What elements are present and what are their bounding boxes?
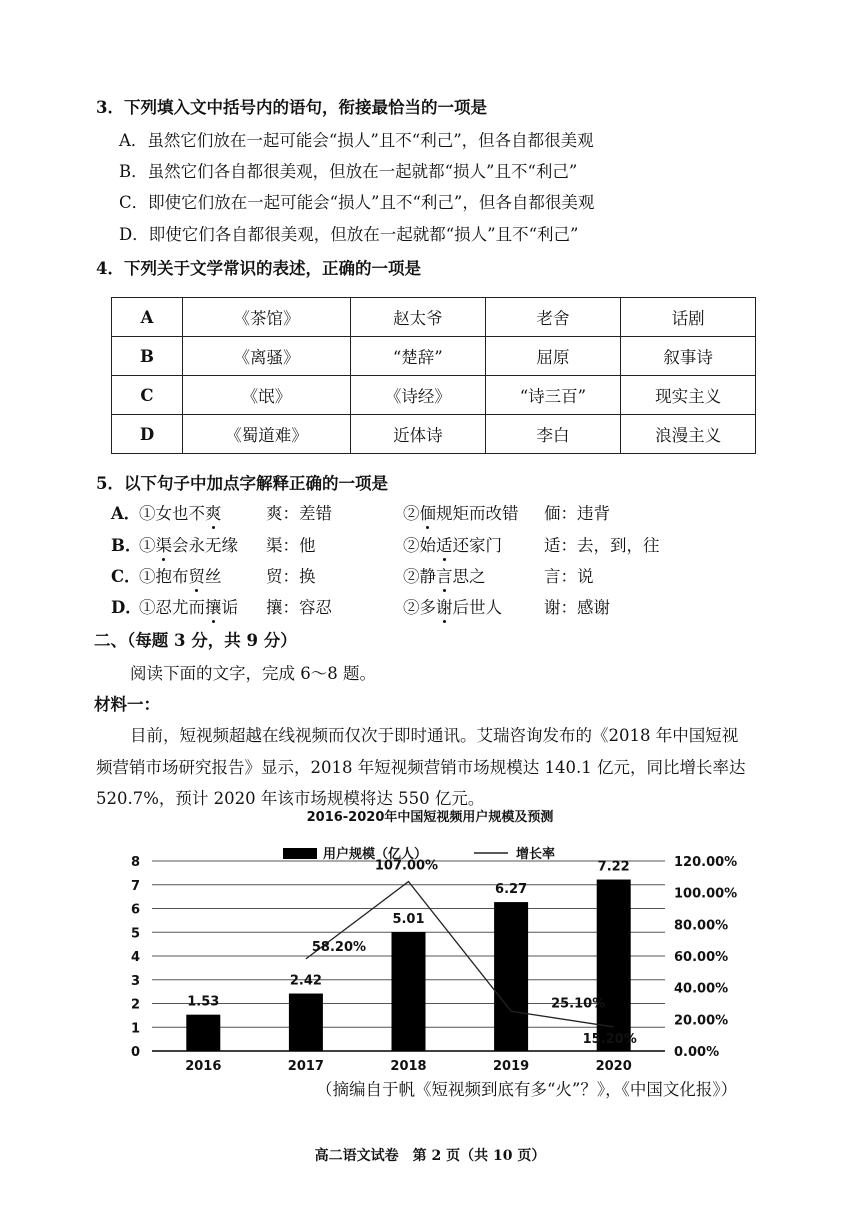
section-heading: 二、（每题 3 分，共 9 分） <box>94 631 297 650</box>
y-right-tick-label: 60.00% <box>674 950 729 965</box>
y-right-tick-label: 0.00% <box>674 1045 720 1060</box>
question-5-stem: 5．以下句子中加点字解释正确的一项是 <box>96 474 388 493</box>
bar <box>494 902 528 1051</box>
legend-label: 增长率 <box>516 847 556 862</box>
y-left-tick-label: 1 <box>131 1021 141 1037</box>
page-footer: 高二语文试卷 第 2 页（共 10 页） <box>314 1148 546 1164</box>
x-tick-label: 2016 <box>185 1059 222 1074</box>
table-cell: C <box>112 376 183 415</box>
question-3-option-d: D．即使它们各自都很美观，但放在一起就都“损人”且不“利己” <box>119 225 579 244</box>
table-cell: 《诗经》 <box>350 376 485 415</box>
explanation-1: 渠：他 <box>266 536 316 555</box>
bar <box>289 994 323 1051</box>
table-cell: 赵太爷 <box>350 298 485 337</box>
line-data-label: 25.10% <box>551 996 606 1012</box>
explanation-2: 偭：违背 <box>544 504 610 523</box>
y-left-tick-label: 6 <box>131 902 141 918</box>
x-tick-label: 2018 <box>390 1059 427 1074</box>
table-cell: 现实主义 <box>621 376 756 415</box>
x-tick-label: 2019 <box>493 1059 530 1074</box>
option-label: A． <box>111 504 141 523</box>
dotted-char: 渠 <box>155 536 172 555</box>
y-left-tick-label: 7 <box>131 878 141 894</box>
material-label: 材料一： <box>94 695 160 714</box>
option-label: C． <box>111 567 141 586</box>
dotted-char: 谢 <box>436 598 453 617</box>
line-data-label: 107.00% <box>374 858 439 874</box>
explanation-2: 谢：感谢 <box>544 598 610 617</box>
y-left-tick-label: 3 <box>131 973 141 989</box>
bar <box>186 1015 220 1051</box>
sentence-2: ②偭规矩而改错 <box>403 504 519 523</box>
explanation-1: 攘：容忍 <box>266 598 332 617</box>
y-right-tick-label: 40.00% <box>674 981 729 997</box>
bar-data-label: 1.53 <box>187 994 220 1010</box>
line-data-label: 58.20% <box>311 939 367 955</box>
table-cell: 叙事诗 <box>621 337 756 376</box>
table-cell: 近体诗 <box>350 415 485 454</box>
table-cell: 浪漫主义 <box>621 415 756 454</box>
table-cell: “楚辞” <box>350 337 485 376</box>
sentence-1: ①抱布贸丝 <box>139 567 222 586</box>
explanation-1: 爽：差错 <box>266 504 332 523</box>
explanation-2: 言：说 <box>544 567 594 586</box>
sentence-2: ②始适还家门 <box>403 536 502 555</box>
bar-data-label: 5.01 <box>392 912 425 928</box>
legend-label: 用户规模（亿人） <box>323 847 428 862</box>
x-tick-label: 2017 <box>287 1059 324 1074</box>
explanation-1: 贸：换 <box>266 567 316 586</box>
y-right-tick-label: 120.00% <box>674 855 738 870</box>
y-left-tick-label: 5 <box>131 926 141 942</box>
question-3-option-b: B．虽然它们各自都很美观，但放在一起就都“损人”且不“利己” <box>119 162 578 181</box>
y-left-tick-label: 4 <box>131 950 141 965</box>
table-cell: 话剧 <box>621 298 756 337</box>
table-cell: 《氓》 <box>183 376 351 415</box>
dotted-char: 言 <box>436 567 453 586</box>
table-cell: “诗三百” <box>485 376 621 415</box>
dotted-char: 贸 <box>188 567 205 586</box>
dotted-char: 偭 <box>419 504 436 523</box>
legend-swatch-bar <box>283 848 317 859</box>
sentence-1: ①忍尤而攘诟 <box>139 598 238 617</box>
question-3-stem: 3．下列填入文中括号内的语句，衔接最恰当的一项是 <box>96 98 487 117</box>
question-3-option-c: C．即使它们放在一起可能会“损人”且不“利己”，但各自都很美观 <box>119 193 595 212</box>
line-data-label: 15.20% <box>582 1031 637 1047</box>
question-4-stem: 4．下列关于文学常识的表述，正确的一项是 <box>96 259 421 278</box>
bar <box>392 932 426 1051</box>
table-cell: 《蜀道难》 <box>183 415 351 454</box>
sentence-2: ②静言思之 <box>403 567 486 586</box>
paragraph-line: 520.7%，预计 2020 年该市场规模将达 550 亿元。 <box>96 789 485 808</box>
bar-data-label: 2.42 <box>289 973 322 989</box>
table-cell: B <box>112 337 183 376</box>
y-left-tick-label: 8 <box>131 855 141 870</box>
explanation-2: 适：去，到，往 <box>544 536 660 555</box>
sentence-1: ①女也不爽 <box>139 504 222 523</box>
source-citation: （摘编自于帆《短视频到底有多“火”？》，《中国文化报》） <box>316 1080 738 1099</box>
table-cell: D <box>112 415 183 454</box>
bar-data-label: 7.22 <box>597 859 630 875</box>
table-cell: 《茶馆》 <box>183 298 351 337</box>
chart-title: 2016-2020年中国短视频用户规模及预测 <box>306 810 554 825</box>
y-left-tick-label: 0 <box>131 1045 141 1060</box>
table-cell: A <box>112 298 183 337</box>
dotted-char: 适 <box>436 536 453 555</box>
y-right-tick-label: 80.00% <box>674 918 729 934</box>
dotted-char: 爽 <box>205 504 222 523</box>
table-cell: 屈原 <box>485 337 621 376</box>
paragraph-line: 目前，短视频超越在线视频而仅次于即时通讯。艾瑞咨询发布的《2018 年中国短视 <box>130 726 739 745</box>
table-cell: 老舍 <box>485 298 621 337</box>
question-3-option-a: A．虽然它们放在一起可能会“损人”且不“利己”，但各自都很美观 <box>119 131 594 150</box>
dotted-char: 攘 <box>205 598 222 617</box>
y-right-tick-label: 100.00% <box>674 886 738 902</box>
x-tick-label: 2020 <box>595 1059 632 1074</box>
option-label: D． <box>111 598 142 617</box>
reading-instruction: 阅读下面的文字，完成 6～8 题。 <box>130 664 376 683</box>
table-cell: 李白 <box>485 415 621 454</box>
table-cell: 《离骚》 <box>183 337 351 376</box>
paragraph-line: 频营销市场研究报告》显示，2018 年短视频营销市场规模达 140.1 亿元，同比增长率达 <box>96 758 746 777</box>
y-right-tick-label: 20.00% <box>674 1013 729 1029</box>
sentence-2: ②多谢后世人 <box>403 598 502 617</box>
y-left-tick-label: 2 <box>131 997 141 1013</box>
sentence-1: ①渠会永无缘 <box>139 536 238 555</box>
option-label: B． <box>111 536 142 555</box>
bar-data-label: 6.27 <box>495 882 528 898</box>
